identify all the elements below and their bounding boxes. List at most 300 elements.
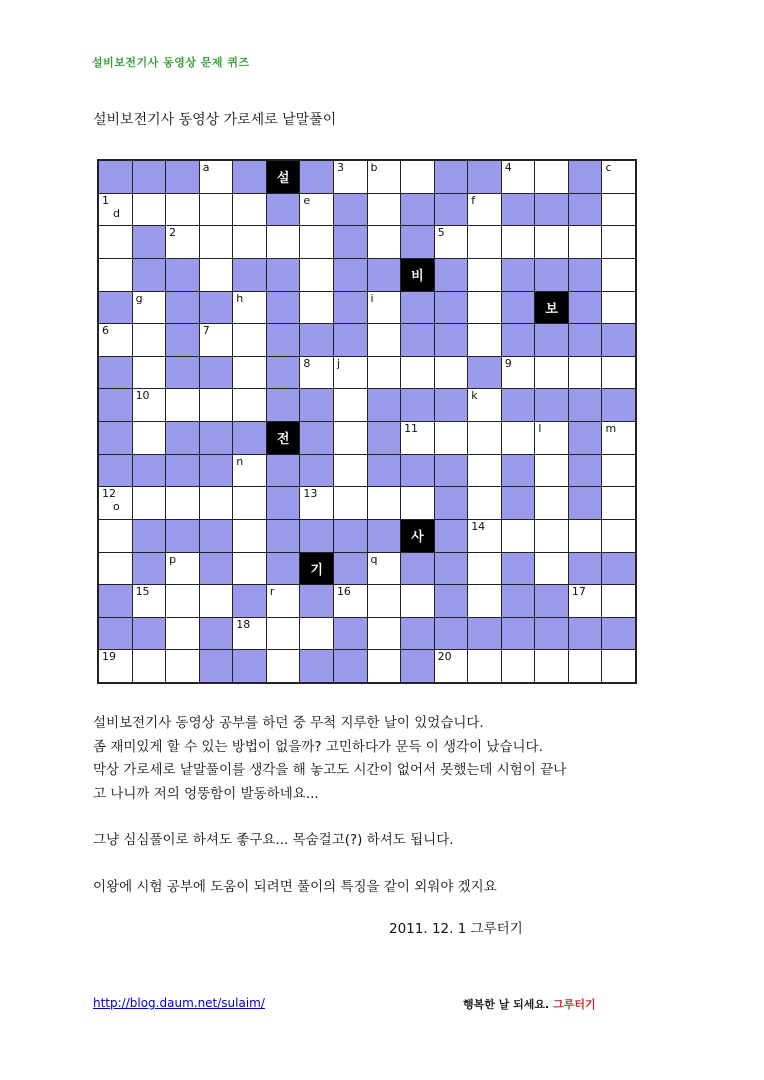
grid-cell-white	[166, 194, 199, 226]
grid-cell-shaded	[569, 422, 602, 454]
grid-cell-shaded	[502, 618, 535, 650]
grid-cell-shaded	[200, 357, 233, 389]
grid-cell-white	[468, 487, 501, 519]
grid-cell-white	[435, 650, 468, 682]
grid-cell-white	[602, 487, 635, 519]
grid-cell-white	[99, 324, 132, 356]
grid-cell-white	[401, 161, 434, 193]
grid-cell-shaded	[300, 585, 333, 617]
intro-line: 그냥 심심풀이로 하셔도 좋구요... 목숨걸고(?) 하셔도 됩니다.	[93, 832, 454, 848]
grid-cell-shaded	[166, 292, 199, 324]
grid-cell-white	[200, 389, 233, 421]
grid-cell-black: 보	[535, 292, 568, 324]
clue-number: 10	[135, 389, 150, 403]
grid-cell-shaded	[267, 487, 300, 519]
grid-cell-white	[401, 585, 434, 617]
grid-cell-shaded	[569, 553, 602, 585]
grid-cell-shaded	[435, 585, 468, 617]
clue-number: 11	[404, 422, 419, 435]
clue-number: 18	[236, 617, 251, 631]
clue-number: n	[236, 454, 244, 468]
grid-cell-white	[368, 324, 401, 356]
grid-cell-shaded	[502, 455, 535, 487]
grid-cell-shaded	[368, 259, 401, 291]
grid-cell-white	[300, 618, 333, 650]
grid-cell-white	[300, 226, 333, 258]
grid-cell-shaded	[368, 455, 401, 487]
grid-cell-white	[602, 422, 635, 454]
grid-cell-shaded	[435, 520, 468, 552]
grid-cell-shaded	[435, 455, 468, 487]
grid-cell-white	[368, 226, 401, 258]
grid-cell-shaded	[267, 520, 300, 552]
grid-cell-white	[233, 292, 266, 324]
grid-cell-shaded	[401, 553, 434, 585]
footer-author: 그루터기	[553, 998, 596, 1011]
grid-cell-shaded	[334, 324, 367, 356]
grid-cell-white	[233, 324, 266, 356]
grid-cell-white	[233, 487, 266, 519]
grid-cell-white	[368, 553, 401, 585]
grid-cell-black: 설	[267, 161, 300, 193]
grid-cell-white	[334, 455, 367, 487]
grid-cell-shaded	[233, 259, 266, 291]
grid-cell-shaded	[133, 520, 166, 552]
clue-number: j	[336, 356, 340, 370]
clue-number: 9	[504, 356, 512, 370]
grid-cell-shaded	[99, 357, 132, 389]
intro-line: 막상 가로세로 낱말풀이를 생각을 해 놓고도 시간이 없어서 못했는데 시험이 끝나	[93, 762, 567, 778]
grid-cell-white	[535, 553, 568, 585]
grid-cell-shaded	[468, 357, 501, 389]
grid-cell-shaded	[300, 650, 333, 682]
grid-cell-shaded	[535, 324, 568, 356]
grid-cell-white	[535, 520, 568, 552]
grid-cell-white	[602, 292, 635, 324]
grid-cell-shaded	[435, 389, 468, 421]
grid-cell-white	[468, 194, 501, 226]
grid-cell-shaded	[401, 194, 434, 226]
grid-cell-white	[602, 259, 635, 291]
grid-cell-white	[368, 618, 401, 650]
grid-cell-shaded	[99, 422, 132, 454]
grid-cell-shaded	[334, 194, 367, 226]
clue-number: 19	[102, 650, 116, 664]
grid-cell-white	[602, 585, 635, 617]
grid-cell-shaded	[267, 455, 300, 487]
grid-cell-white	[368, 487, 401, 519]
grid-cell-shaded	[166, 455, 199, 487]
clue-number: 1	[102, 193, 109, 207]
intro-line: 좀 재미있게 할 수 있는 방법이 없을까? 고민하다가 문득 이 생각이 났습니다.	[93, 738, 543, 755]
clue-number: 3	[336, 161, 344, 174]
grid-cell-shaded	[435, 292, 468, 324]
grid-cell-white	[569, 585, 602, 617]
grid-cell-shaded	[200, 455, 233, 487]
grid-cell-white	[334, 389, 367, 421]
intro-text	[93, 712, 653, 899]
grid-cell-shaded	[133, 226, 166, 258]
grid-cell-white	[368, 194, 401, 226]
grid-cell-shaded	[300, 520, 333, 552]
grid-cell-white	[602, 357, 635, 389]
grid-cell-shaded	[435, 259, 468, 291]
clue-number: g	[135, 291, 143, 305]
grid-cell-white	[233, 455, 266, 487]
clue-number: 16	[336, 585, 351, 599]
grid-cell-white	[468, 259, 501, 291]
grid-cell-shaded	[300, 422, 333, 454]
grid-cell-white	[502, 161, 535, 193]
grid-cell-white	[166, 226, 199, 258]
grid-cell-shaded	[133, 259, 166, 291]
grid-cell-white	[401, 357, 434, 389]
clue-letter: d	[113, 206, 120, 220]
grid-cell-white	[502, 357, 535, 389]
grid-cell-shaded	[233, 650, 266, 682]
grid-cell-white	[133, 357, 166, 389]
grid-cell-white	[200, 487, 233, 519]
grid-cell-shaded	[334, 520, 367, 552]
intro-line: 고 나니까 저의 엉뚱함이 발동하네요...	[93, 785, 319, 802]
grid-cell-white	[133, 585, 166, 617]
grid-cell-white	[200, 585, 233, 617]
grid-cell-shaded	[535, 194, 568, 226]
grid-cell-shaded	[233, 585, 266, 617]
grid-cell-white	[133, 324, 166, 356]
grid-cell-white	[368, 292, 401, 324]
grid-cell-shaded	[99, 389, 132, 421]
grid-cell-white	[267, 226, 300, 258]
grid-cell-shaded	[200, 292, 233, 324]
grid-cell-white	[468, 226, 501, 258]
grid-cell-white	[267, 650, 300, 682]
clue-number: q	[370, 552, 378, 566]
grid-cell-shaded	[233, 161, 266, 193]
clue-number: 2	[169, 226, 177, 240]
grid-cell-white	[99, 650, 132, 682]
clue-letter: o	[113, 500, 120, 514]
grid-cell-shaded	[401, 455, 434, 487]
grid-cell-shaded	[502, 389, 535, 421]
grid-cell-shaded	[602, 618, 635, 650]
grid-cell-shaded	[233, 422, 266, 454]
grid-cell-white	[300, 357, 333, 389]
grid-cell-white	[300, 259, 333, 291]
grid-cell-white	[468, 585, 501, 617]
puzzle-subtitle: 설비보전기사 동영상 가로세로 낱말풀이	[93, 112, 337, 128]
grid-cell-shaded	[334, 650, 367, 682]
grid-cell-shaded	[502, 585, 535, 617]
grid-cell-white	[166, 650, 199, 682]
grid-cell-white	[602, 455, 635, 487]
grid-cell-black: 전	[267, 422, 300, 454]
grid-cell-shaded	[368, 520, 401, 552]
grid-cell-shaded	[535, 618, 568, 650]
grid-cell-shaded	[435, 487, 468, 519]
clue-number: i	[370, 291, 374, 305]
grid-cell-shaded	[535, 389, 568, 421]
clue-number: l	[538, 422, 542, 435]
clue-number: 8	[303, 356, 311, 370]
grid-cell-shaded	[267, 389, 300, 421]
grid-cell-white	[133, 650, 166, 682]
grid-cell-white	[535, 455, 568, 487]
grid-cell-shaded	[200, 553, 233, 585]
clue-number: m	[605, 422, 617, 435]
grid-cell-shaded	[166, 357, 199, 389]
grid-cell-white	[468, 455, 501, 487]
grid-cell-shaded	[602, 389, 635, 421]
grid-cell-white	[99, 194, 132, 226]
grid-cell-shaded	[435, 194, 468, 226]
grid-cell-shaded	[99, 585, 132, 617]
grid-cell-shaded	[368, 389, 401, 421]
grid-cell-white	[233, 520, 266, 552]
grid-cell-white	[468, 553, 501, 585]
grid-cell-white	[200, 226, 233, 258]
grid-cell-white	[468, 292, 501, 324]
clue-number: f	[471, 193, 476, 207]
clue-number: 6	[102, 324, 109, 338]
grid-cell-shaded	[200, 618, 233, 650]
grid-cell-shaded	[569, 259, 602, 291]
clue-number: p	[169, 552, 177, 566]
grid-cell-shaded	[334, 259, 367, 291]
grid-cell-shaded	[267, 292, 300, 324]
grid-cell-shaded	[300, 161, 333, 193]
grid-cell-shaded	[502, 324, 535, 356]
grid-cell-white	[569, 650, 602, 682]
grid-cell-white	[99, 520, 132, 552]
grid-cell-black: 비	[401, 259, 434, 291]
grid-cell-white	[200, 259, 233, 291]
grid-cell-white	[468, 520, 501, 552]
grid-cell-white	[300, 487, 333, 519]
grid-cell-shaded	[435, 553, 468, 585]
grid-cell-white	[602, 520, 635, 552]
grid-cell-shaded	[200, 650, 233, 682]
grid-cell-white	[334, 487, 367, 519]
clue-number: c	[605, 161, 612, 174]
clue-number: h	[236, 291, 244, 305]
grid-cell-white	[535, 226, 568, 258]
grid-cell-shaded	[334, 618, 367, 650]
grid-cell-white	[569, 357, 602, 389]
grid-cell-white	[502, 226, 535, 258]
grid-cell-white	[200, 161, 233, 193]
grid-cell-shaded	[401, 650, 434, 682]
clue-number: 5	[437, 226, 445, 240]
grid-cell-shaded	[133, 161, 166, 193]
grid-cell-shaded	[267, 553, 300, 585]
grid-cell-white	[133, 487, 166, 519]
grid-cell-shaded	[267, 194, 300, 226]
grid-cell-shaded	[602, 553, 635, 585]
clue-number: 15	[135, 585, 150, 599]
clue-number: b	[370, 161, 378, 174]
clue-number: 4	[504, 161, 512, 174]
grid-cell-white	[133, 194, 166, 226]
grid-cell-white	[267, 618, 300, 650]
grid-cell-white	[535, 422, 568, 454]
grid-cell-white	[233, 389, 266, 421]
grid-cell-white	[569, 226, 602, 258]
grid-cell-shaded	[267, 357, 300, 389]
signature-date: 2011. 12. 1 그루터기	[389, 921, 523, 937]
grid-cell-shaded	[569, 194, 602, 226]
blog-link[interactable]: http://blog.daum.net/sulaim/	[93, 996, 265, 1010]
grid-cell-white	[602, 226, 635, 258]
intro-line: 이왕에 시험 공부에 도움이 되려면 풀이의 특징을 같이 외워야 겠지요	[93, 878, 497, 895]
clue-number: 20	[437, 650, 452, 664]
grid-cell-white	[602, 194, 635, 226]
grid-cell-shaded	[502, 292, 535, 324]
grid-cell-shaded	[300, 324, 333, 356]
grid-cell-shaded	[401, 389, 434, 421]
grid-cell-shaded	[401, 324, 434, 356]
grid-cell-shaded	[99, 455, 132, 487]
grid-cell-white	[166, 553, 199, 585]
grid-cell-white	[300, 292, 333, 324]
grid-cell-white	[334, 357, 367, 389]
grid-cell-white	[133, 292, 166, 324]
grid-cell-white	[233, 226, 266, 258]
grid-cell-shaded	[166, 520, 199, 552]
grid-cell-shaded	[334, 292, 367, 324]
grid-cell-white	[468, 324, 501, 356]
grid-cell-white	[233, 553, 266, 585]
grid-cell-shaded	[300, 455, 333, 487]
clue-number: 14	[471, 519, 486, 533]
grid-cell-white	[200, 194, 233, 226]
grid-cell-shaded	[133, 455, 166, 487]
grid-cell-shaded	[300, 389, 333, 421]
grid-cell-shaded	[569, 455, 602, 487]
grid-cell-shaded	[368, 422, 401, 454]
footer-greeting-text: 행복한 날 되세요.	[463, 998, 554, 1011]
grid-cell-white	[166, 487, 199, 519]
grid-cell-white	[300, 194, 333, 226]
grid-cell-shaded	[569, 324, 602, 356]
grid-cell-white	[502, 520, 535, 552]
grid-cell-shaded	[435, 324, 468, 356]
grid-cell-white	[166, 618, 199, 650]
grid-cell-shaded	[99, 618, 132, 650]
grid-cell-shaded	[166, 422, 199, 454]
clue-number: a	[202, 161, 210, 174]
grid-cell-white	[502, 650, 535, 682]
clue-number: k	[471, 389, 478, 403]
grid-cell-shaded	[535, 585, 568, 617]
grid-cell-white	[435, 357, 468, 389]
grid-cell-white	[535, 161, 568, 193]
footer-greeting	[463, 996, 596, 1012]
grid-cell-shaded	[569, 487, 602, 519]
grid-cell-shaded	[401, 292, 434, 324]
clue-number: r	[269, 585, 275, 599]
grid-cell-white	[435, 226, 468, 258]
grid-cell-white	[435, 422, 468, 454]
grid-cell-shaded	[569, 292, 602, 324]
grid-cell-white	[368, 357, 401, 389]
grid-cell-white	[368, 161, 401, 193]
clue-number: 12	[102, 487, 116, 501]
grid-cell-shaded	[99, 161, 132, 193]
grid-cell-shaded	[401, 618, 434, 650]
grid-cell-white	[401, 422, 434, 454]
clue-number: 13	[303, 487, 318, 501]
grid-cell-shaded	[468, 618, 501, 650]
grid-cell-white	[99, 259, 132, 291]
grid-cell-white	[468, 422, 501, 454]
grid-cell-shaded	[569, 618, 602, 650]
grid-cell-white	[368, 585, 401, 617]
grid-cell-shaded	[569, 389, 602, 421]
grid-cell-white	[233, 194, 266, 226]
grid-cell-shaded	[200, 422, 233, 454]
grid-cell-shaded	[435, 161, 468, 193]
grid-cell-shaded	[267, 324, 300, 356]
grid-cell-shaded	[133, 553, 166, 585]
grid-cell-shaded	[535, 259, 568, 291]
grid-cell-white	[99, 226, 132, 258]
grid-cell-shaded	[569, 161, 602, 193]
grid-cell-white	[233, 357, 266, 389]
grid-cell-shaded	[334, 553, 367, 585]
grid-cell-white	[267, 585, 300, 617]
grid-cell-white	[468, 650, 501, 682]
grid-cell-black: 기	[300, 553, 333, 585]
grid-cell-shaded	[502, 194, 535, 226]
grid-cell-white	[602, 650, 635, 682]
grid-cell-white	[166, 389, 199, 421]
grid-cell-shaded	[468, 161, 501, 193]
grid-cell-shaded	[502, 553, 535, 585]
grid-cell-shaded	[166, 161, 199, 193]
grid-cell-white	[334, 161, 367, 193]
grid-cell-white	[233, 618, 266, 650]
grid-cell-white	[166, 585, 199, 617]
grid-cell-shaded	[99, 292, 132, 324]
grid-cell-white	[502, 422, 535, 454]
clue-number: e	[303, 193, 311, 207]
grid-cell-shaded	[200, 520, 233, 552]
clue-number: 7	[202, 324, 210, 338]
grid-cell-black: 사	[401, 520, 434, 552]
grid-cell-white	[535, 650, 568, 682]
grid-cell-shaded	[435, 618, 468, 650]
header-title: 설비보전기사 동영상 문제 퀴즈	[92, 56, 250, 69]
grid-cell-white	[602, 161, 635, 193]
grid-cell-white	[569, 520, 602, 552]
grid-cell-white	[133, 422, 166, 454]
grid-cell-white	[99, 553, 132, 585]
grid-cell-white	[334, 422, 367, 454]
grid-cell-shaded	[133, 618, 166, 650]
grid-cell-white	[401, 487, 434, 519]
grid-cell-white	[99, 487, 132, 519]
grid-cell-shaded	[334, 226, 367, 258]
grid-cell-white	[468, 389, 501, 421]
grid-cell-shaded	[401, 226, 434, 258]
crossword-grid	[97, 159, 637, 684]
clue-number: 17	[571, 585, 586, 599]
grid-cell-shaded	[502, 487, 535, 519]
grid-cell-white	[200, 324, 233, 356]
grid-cell-white	[535, 357, 568, 389]
grid-cell-white	[334, 585, 367, 617]
